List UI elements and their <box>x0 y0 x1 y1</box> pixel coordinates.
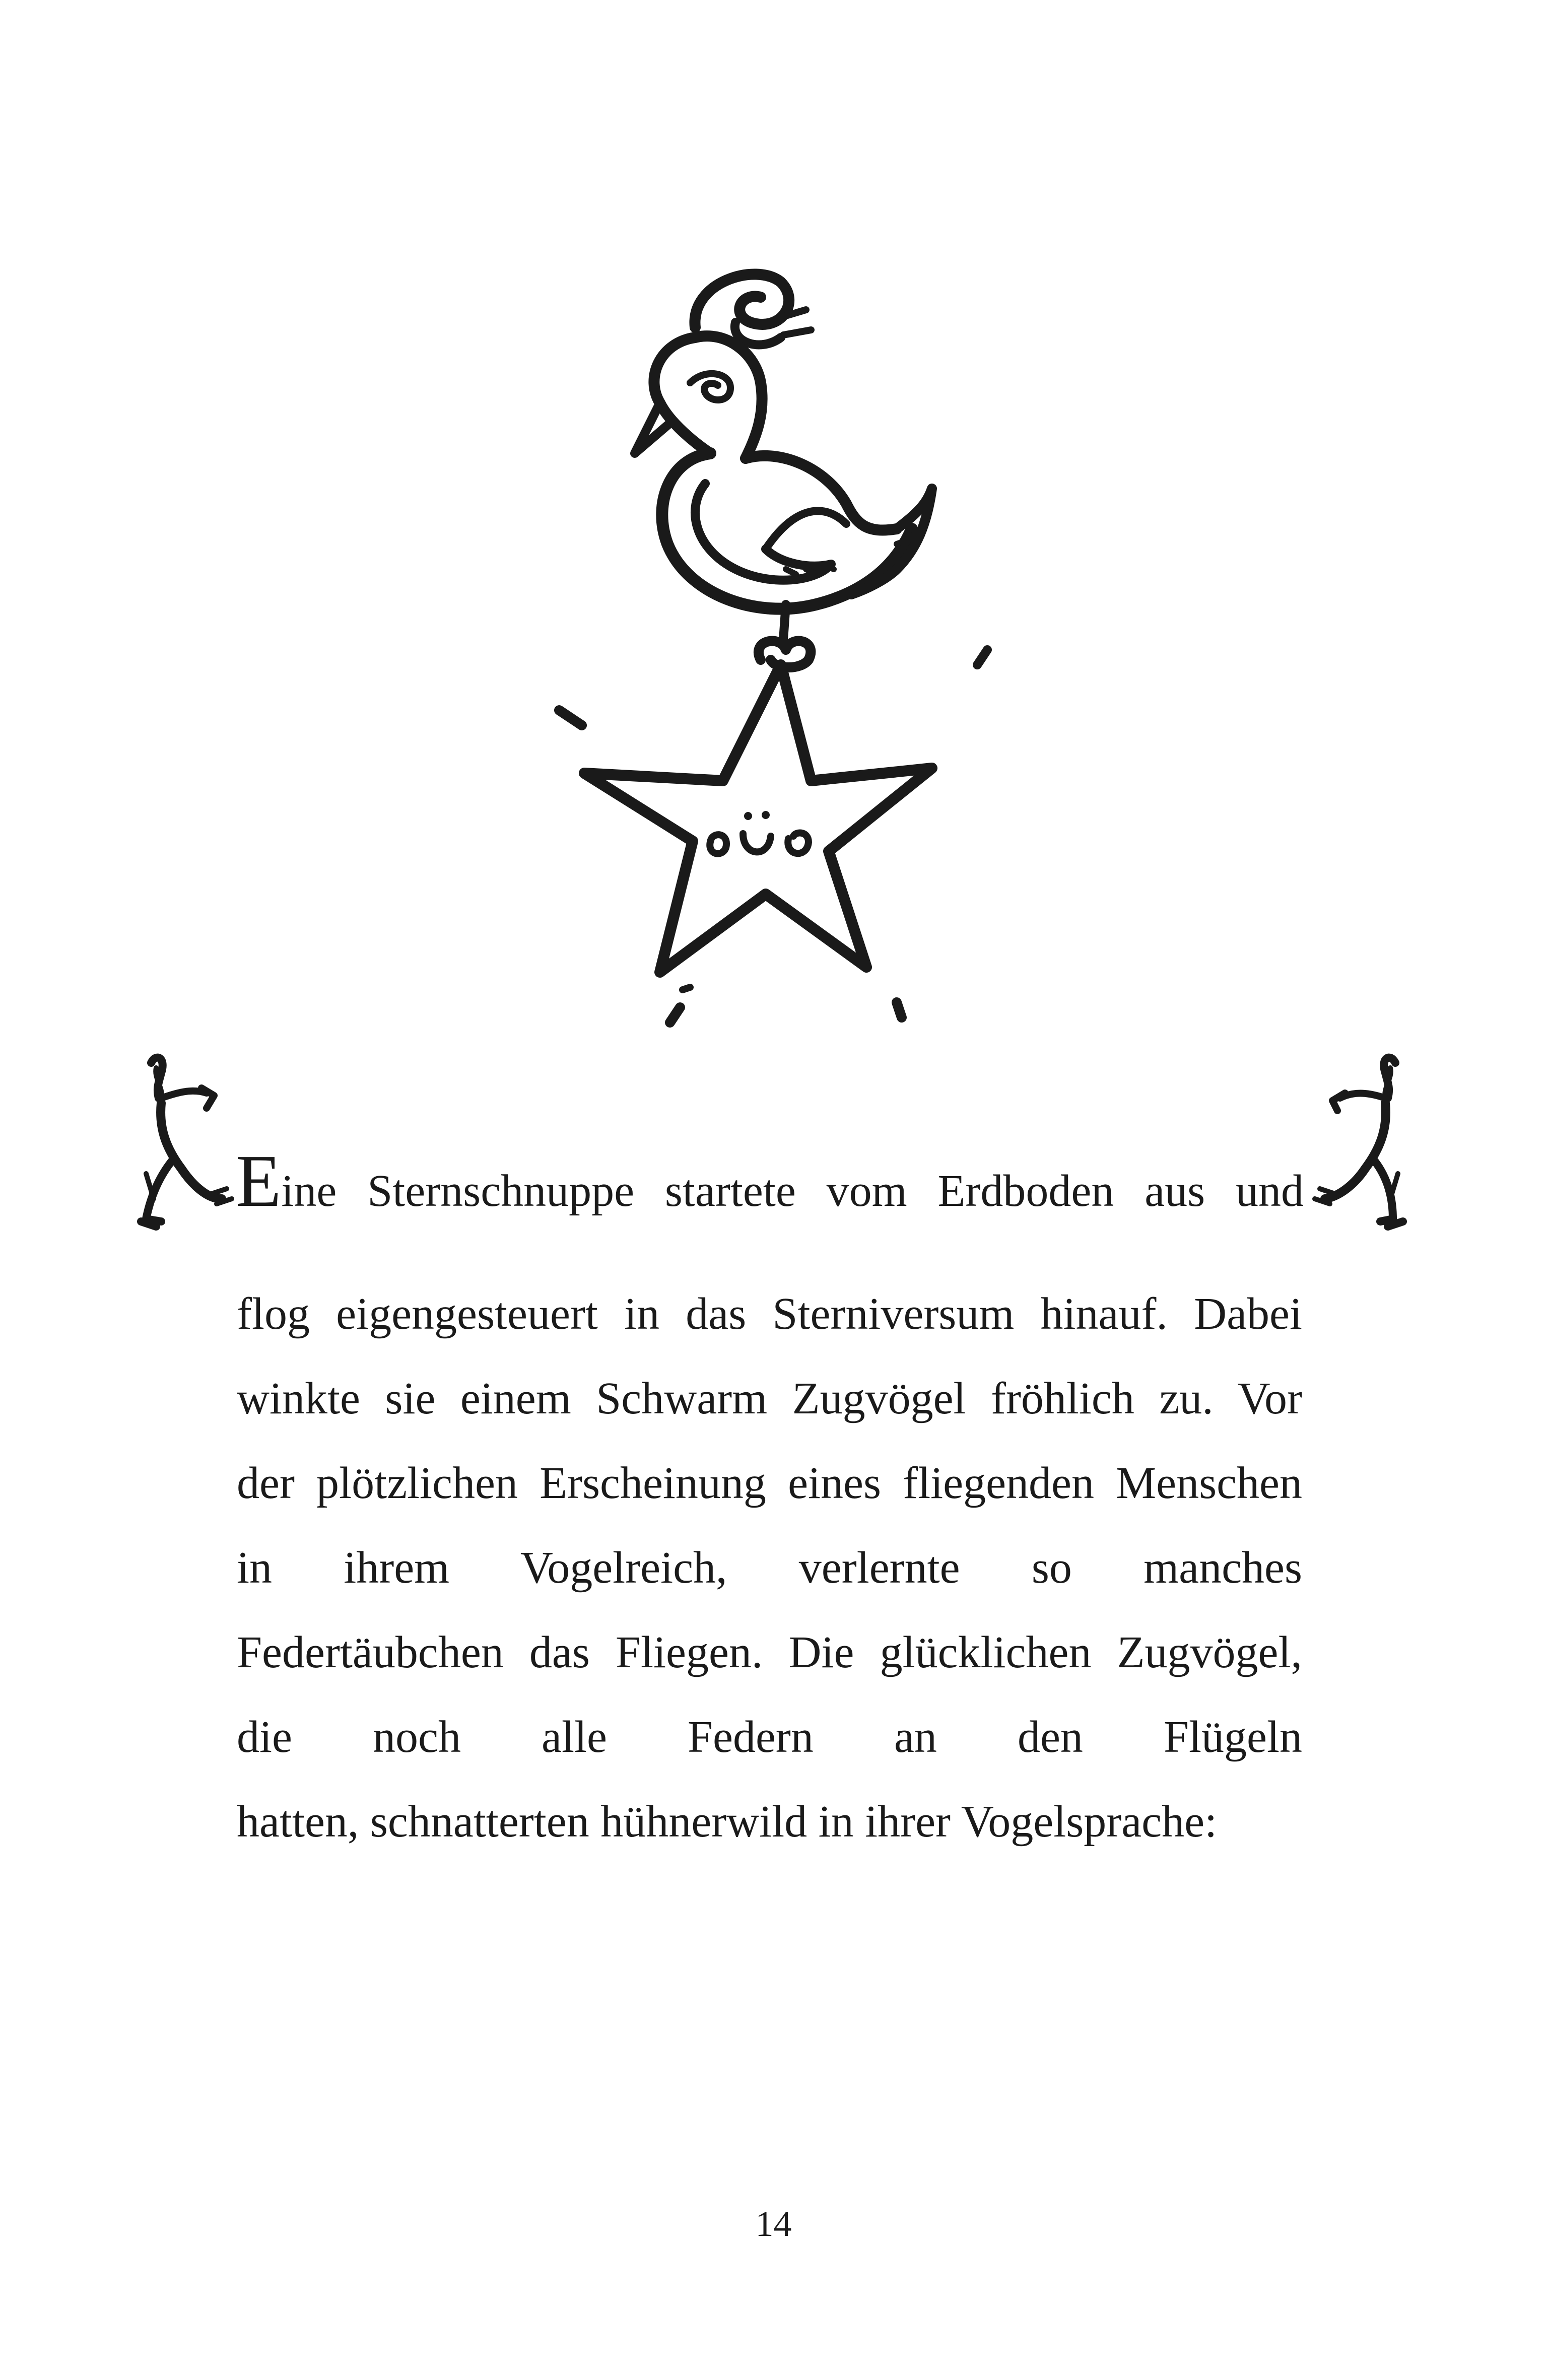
dancing-figure-icon <box>1305 1048 1416 1239</box>
bird-on-star-icon <box>544 222 1028 1058</box>
first-line-text: ine Sternschnuppe startete vom Erdboden aus und <box>281 1166 1304 1216</box>
text-line: die noch alle Federn an den Flügeln <box>237 1712 1302 1762</box>
text-line: Federtäubchen das Fliegen. Die glücklichen Zugvögel, <box>237 1627 1302 1677</box>
text-line: in ihrem Vogelreich, verlernte so manches <box>237 1543 1302 1593</box>
drop-initial: E <box>236 1140 282 1222</box>
first-line <box>236 1140 1304 1222</box>
dancing-figure-icon <box>131 1048 242 1239</box>
body-paragraph <box>237 1272 1302 1864</box>
text-line: flog eigengesteuert in das Sterniversum hinauf. Dabei <box>237 1289 1302 1339</box>
text-line: der plötzlichen Erscheinung eines fliegenden Menschen <box>237 1458 1302 1508</box>
page-number: 14 <box>755 2204 792 2244</box>
text-line: winkte sie einem Schwarm Zugvögel fröhlich zu. Vor <box>237 1374 1302 1423</box>
text-line: hatten, schnatterten hühnerwild in ihrer Vogelsprache: <box>237 1797 1218 1847</box>
